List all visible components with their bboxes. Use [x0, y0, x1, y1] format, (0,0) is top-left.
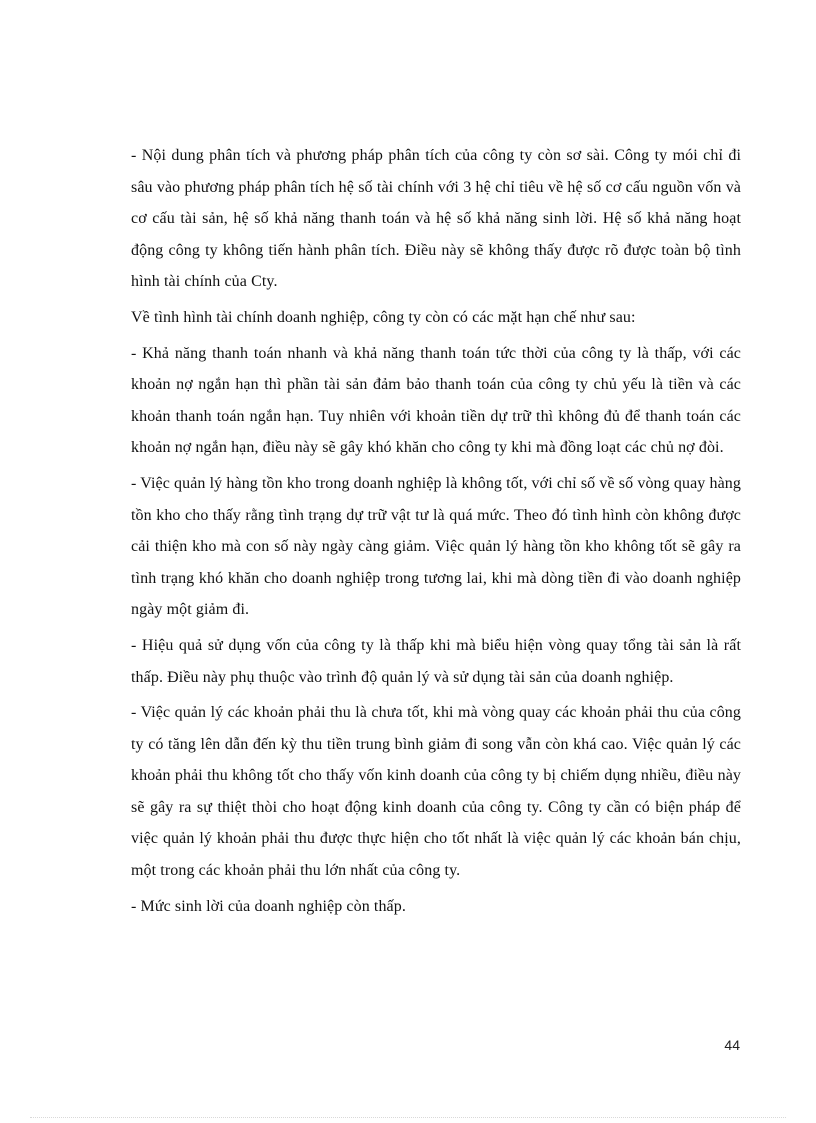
paragraph-liquidity: - Khả năng thanh toán nhanh và khả năng thanh toán tức thời của công ty là thấp, với các khoản nợ ngắn hạn thì phần tài sản đảm bảo thanh toán của công ty chủ yếu là tiền và các khoản thanh toán ngắn hạn. Tuy nhiên với khoản tiền dự trữ thì không đủ để thanh toán các khoản nợ ngắn hạn, điều này sẽ gây khó khăn cho công ty khi mà đồng loạt các chủ nợ đòi.: [131, 344, 741, 457]
document-body: [131, 140, 741, 926]
paragraph-analysis-content: - Nội dung phân tích và phương pháp phân tích của công ty còn sơ sài. Công ty mói chỉ đi sâu vào phương pháp phân tích hệ số tài chính với 3 hệ chỉ tiêu về hệ số cơ cấu nguồn vốn và cơ cấu tài sản, hệ số khả năng thanh toán và hệ số khả năng sinh lời. Hệ số khả năng hoạt động công ty không tiến hành phân tích. Điều này sẽ không thấy được rõ được toàn bộ tình hình tài chính của Cty.: [131, 147, 741, 291]
page-number: 44: [724, 1037, 740, 1053]
paragraph-capital-efficiency: - Hiệu quả sử dụng vốn của công ty là thấp khi mà biểu hiện vòng quay tổng tài sản là rất thấp. Điều này phụ thuộc vào trình độ quản lý và sử dụng tài sản của doanh nghiệp.: [131, 636, 741, 686]
paragraph-inventory: - Việc quản lý hàng tồn kho trong doanh nghiệp là không tốt, với chỉ số về số vòng quay hàng tồn kho cho thấy rằng tình trạng dự trữ vật tư là quá mức. Theo đó tình hình còn không được cải thiện kho mà con số này ngày càng giảm. Việc quản lý hàng tồn kho không tốt sẽ gây ra tình trạng khó khăn cho doanh nghiệp trong tương lai, khi mà dòng tiền đi vào doanh nghiệp ngày một giảm đi.: [131, 474, 741, 619]
paragraph-receivables: - Việc quản lý các khoản phải thu là chưa tốt, khi mà vòng quay các khoản phải thu của công ty có tăng lên dẫn đến kỳ thu tiền trung bình giảm đi song vẫn còn khá cao. Việc quản lý các khoản phải thu không tốt cho thấy vốn kinh doanh của công ty bị chiếm dụng nhiều, điều này sẽ gây ra sự thiệt thòi cho hoạt động kinh doanh của công ty. Công ty cần có biện pháp để việc quản lý khoản phải thu được thực hiện cho tốt nhất là việc quản lý các khoản bán chịu, một trong các khoản phải thu lớn nhất của công ty.: [131, 704, 741, 880]
page-bottom-divider: [30, 1117, 786, 1118]
paragraph-financial-limitations-intro: Về tình hình tài chính doanh nghiệp, công ty còn có các mặt hạn chế như sau:: [131, 308, 636, 326]
paragraph-profitability: - Mức sinh lời của doanh nghiệp còn thấp.: [131, 897, 406, 915]
